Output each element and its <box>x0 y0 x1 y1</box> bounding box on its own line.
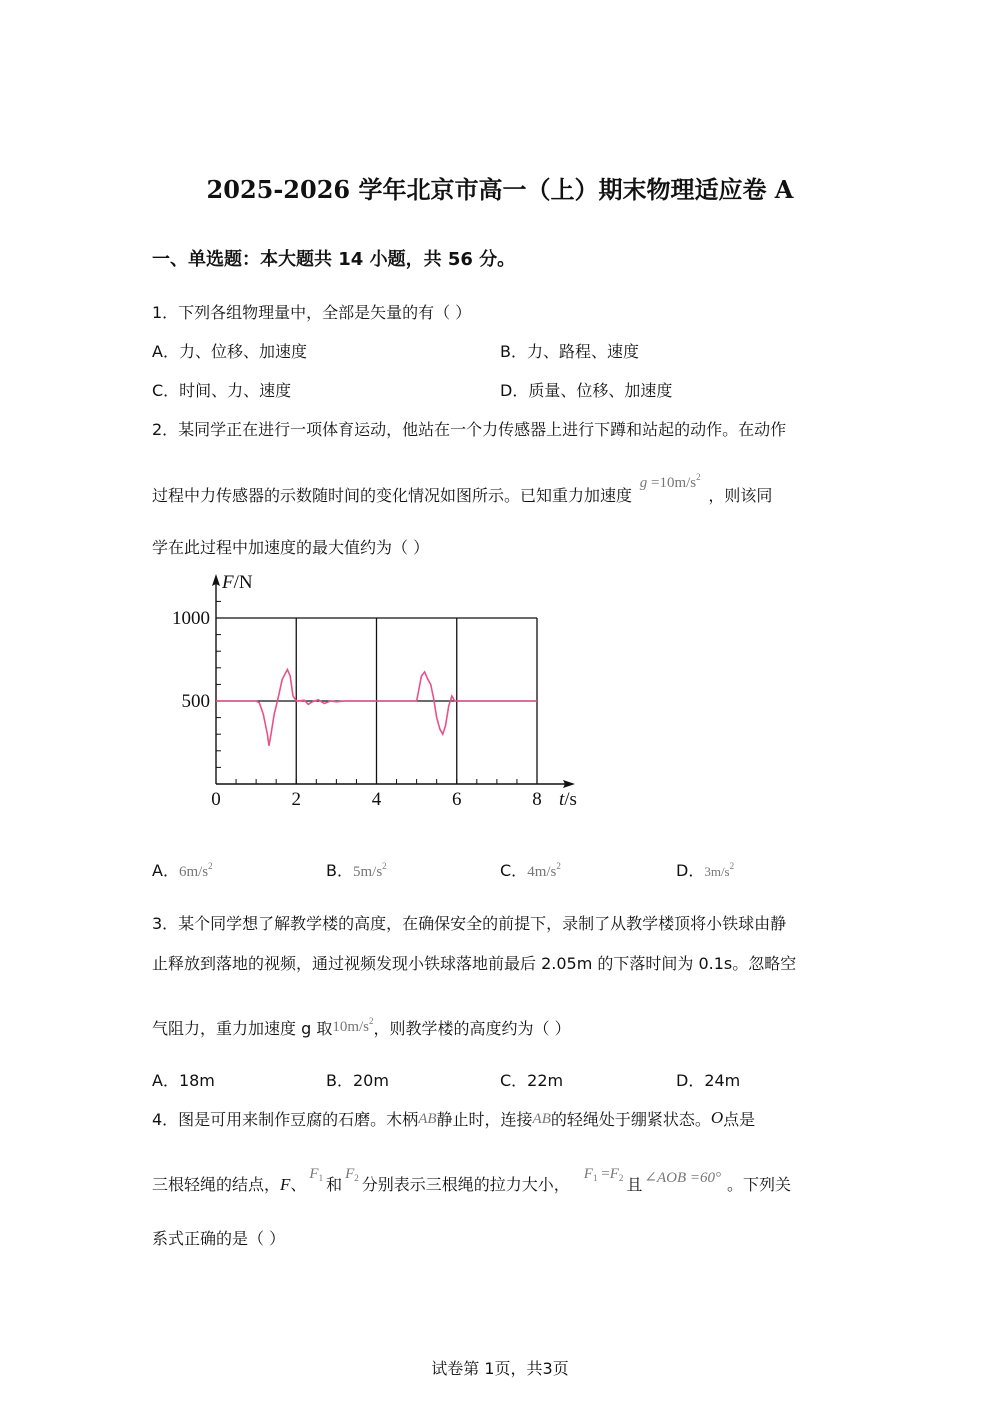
q1-option-a: A．力、位移、加速度 <box>152 342 307 361</box>
q2-option-d: D．$3m/s^2$ <box>676 861 735 880</box>
q2-option-b: B．$5m/s^2$ <box>326 861 387 880</box>
y-axis-label: F/N <box>222 572 253 593</box>
chart-ticks <box>216 601 517 784</box>
chart-labels <box>172 572 577 810</box>
y-tick-label-500: 500 <box>181 691 210 712</box>
q3-option-a: A．18m <box>152 1071 215 1090</box>
y-tick-label-1000: 1000 <box>172 608 210 629</box>
q2-line1: 2．某同学正在进行一项体育运动，他站在一个力传感器上进行下蹲和站起的动作。在动作 <box>152 420 787 439</box>
q4-line1: 4．图是可用来制作豆腐的石磨。木柄AB静止时，连接AB的轻绳处于绷紧状态。O点是 <box>152 1108 756 1129</box>
q1-option-c: C．时间、力、速度 <box>152 381 292 400</box>
q4-line3: 系式正确的是（ ） <box>152 1229 286 1248</box>
g-symbol: g <box>639 475 648 491</box>
x-tick-label-4: 4 <box>371 789 382 810</box>
q2-option-c: C．$4m/s^2$ <box>500 861 561 880</box>
chart-axes <box>212 574 575 788</box>
q3-option-d: D．24m <box>676 1071 741 1090</box>
q4-line2: 三根轻绳的结点，F、$F_1$ 和$F_2$ 分别表示三根绳的拉力大小，$F_1 =F_2$ 且 ∠AOB =60° 。下列关 <box>152 1166 791 1194</box>
x-tick-label-2: 2 <box>291 789 301 810</box>
q2-line3: 学在此过程中加速度的最大值约为（ ） <box>152 538 430 557</box>
q1-option-d: D．质量、位移、加速度 <box>500 381 673 400</box>
force-time-chart <box>160 572 600 817</box>
x-tick-label-6: 6 <box>452 789 462 810</box>
q3-option-b: B．20m <box>326 1071 389 1090</box>
q2-option-a: A．$6m/s^2$ <box>152 861 213 880</box>
x-tick-label-8: 8 <box>532 789 542 810</box>
q3-line2: 止释放到落地的视频，通过视频发现小铁球落地前最后 2.05m 的下落时间为 0.1s。忽略空 <box>152 954 797 973</box>
q3-line1: 3．某个同学想了解教学楼的高度，在确保安全的前提下，录制了从教学楼顶将小铁球由静 <box>152 914 787 933</box>
q2-line2: 过程中力传感器的示数随时间的变化情况如图所示。已知重力加速度 $g =10m/s^2$ ，则该同 <box>152 472 773 505</box>
q3-option-c: C．22m <box>500 1071 564 1090</box>
q1-stem: 1．下列各组物理量中，全部是矢量的有（ ） <box>152 303 472 322</box>
x-tick-label-0: 0 <box>211 789 221 810</box>
q3-line3: 气阻力，重力加速度 g 取$10m/s^2$，则教学楼的高度约为（ ） <box>152 1016 571 1038</box>
x-axis-label: t/s <box>559 789 577 810</box>
q1-option-b: B．力、路程、速度 <box>500 342 639 361</box>
page-footer: 试卷第 1页，共3页 <box>431 1359 569 1378</box>
page-title: 2025-2026 学年北京市高一（上）期末物理适应卷 A <box>206 175 794 204</box>
section-heading: 一、单选题：本大题共 14 小题，共 56 分。 <box>152 249 516 270</box>
